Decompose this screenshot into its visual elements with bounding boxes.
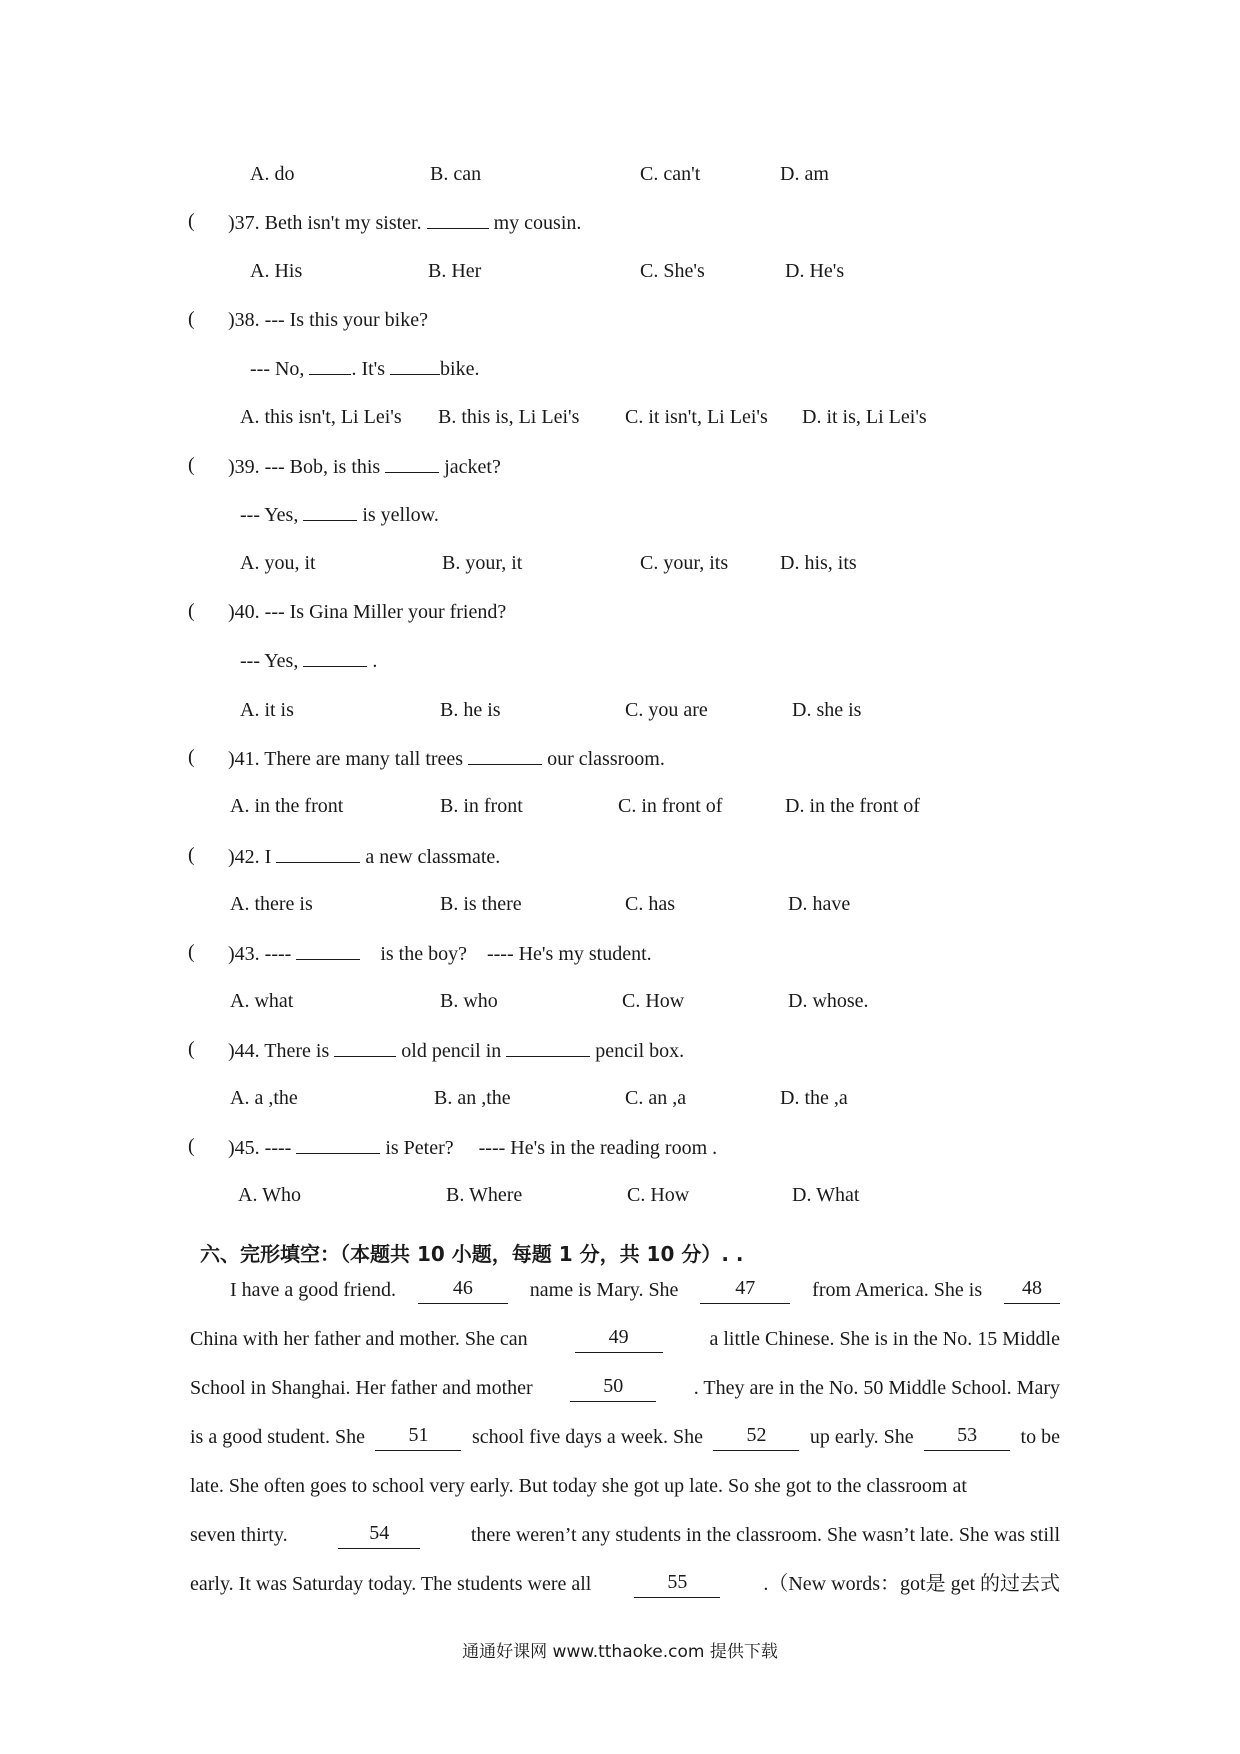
q39-blank-2 [303, 500, 357, 521]
q40-line2-b: . [372, 650, 378, 672]
q37-paren: ( [188, 210, 195, 232]
q38-line2-a: --- No, [250, 358, 305, 380]
q44-option-d: D. the ,a [780, 1087, 848, 1109]
blank-51: 51 [375, 1423, 461, 1451]
q44-stem-c: pencil box. [595, 1040, 685, 1062]
page-footer: 通通好课网 www.tthaoke.com 提供下载 [462, 1642, 778, 1662]
passage-l1-a: I have a good friend. [230, 1279, 397, 1301]
q43-option-c: C. How [622, 990, 685, 1012]
q40-paren: ( [188, 600, 195, 622]
q37-option-c: C. She's [640, 260, 705, 282]
q36-option-b: B. can [430, 163, 482, 185]
q38-blank-2 [390, 354, 440, 375]
passage-line-3 [190, 1374, 1060, 1402]
blank-50: 50 [570, 1374, 656, 1402]
q44-blank-1 [334, 1036, 396, 1057]
q43-option-b: B. who [440, 990, 498, 1012]
q45-stem-c: ---- He's in the reading room . [478, 1137, 718, 1159]
q39-option-b: B. your, it [442, 552, 523, 574]
passage-l7-b: .（New words：got是 get 的过去式 [763, 1573, 1060, 1595]
q44-paren: ( [188, 1038, 195, 1060]
q41-stem-a: )41. There are many tall trees [228, 748, 464, 770]
q40-option-c: C. you are [625, 699, 708, 721]
passage-l4-b: school five days a week. She [471, 1426, 703, 1448]
passage-l7-a: early. It was Saturday today. The students were all [190, 1573, 592, 1595]
q45-option-c: C. How [627, 1184, 690, 1206]
q44-blank-2 [506, 1036, 590, 1057]
q39-paren: ( [188, 454, 195, 476]
blank-54: 54 [338, 1521, 420, 1549]
q44-stem [228, 1036, 684, 1065]
q37-stem-b: my cousin. [493, 212, 582, 234]
q44-option-b: B. an ,the [434, 1087, 511, 1109]
q44-option-c: C. an ,a [625, 1087, 687, 1109]
passage-l4-c: up early. She [809, 1426, 914, 1448]
q38-stem: )38. --- Is this your bike? [228, 309, 428, 331]
q38-blank-1 [309, 354, 351, 375]
passage-line-1 [190, 1276, 1060, 1304]
q44-option-a: A. a ,the [230, 1087, 298, 1109]
q42-stem [228, 842, 500, 871]
q45-stem-b: is Peter? [385, 1137, 454, 1159]
q40-stem: )40. --- Is Gina Miller your friend? [228, 601, 507, 623]
passage-l6-a: seven thirty. [190, 1524, 288, 1546]
q38-option-c: C. it isn't, Li Lei's [625, 406, 768, 428]
q43-stem [228, 939, 652, 968]
q40-line2 [240, 646, 377, 675]
passage-l1-c: from America. She is [812, 1279, 983, 1301]
q39-stem-b: jacket? [444, 456, 501, 478]
q45-option-a: A. Who [238, 1184, 301, 1206]
q45-blank [296, 1133, 380, 1154]
q44-stem-a: )44. There is [228, 1040, 330, 1062]
q43-option-d: D. whose. [788, 990, 869, 1012]
q41-blank [468, 744, 542, 765]
q41-option-d: D. in the front of [785, 795, 920, 817]
q45-stem [228, 1133, 717, 1162]
q43-stem-c: ---- He's my student. [486, 943, 652, 965]
q43-stem-b: is the boy? [380, 943, 467, 965]
q43-option-a: A. what [230, 990, 294, 1012]
q36-option-c: C. can't [640, 163, 701, 185]
q38-option-d: D. it is, Li Lei's [802, 406, 927, 428]
passage-l3-b: . They are in the No. 50 Middle School. Mary [693, 1377, 1060, 1399]
passage-l2-a: China with her father and mother. She can [190, 1328, 528, 1350]
q42-option-d: D. have [788, 893, 851, 915]
q39-stem-a: )39. --- Bob, is this [228, 456, 381, 478]
q37-stem-a: )37. Beth isn't my sister. [228, 212, 422, 234]
q38-line2-b: . It's [351, 358, 386, 380]
passage-l6-b: there weren’t any students in the classroom. She wasn’t late. She was still [470, 1524, 1060, 1546]
q40-option-d: D. she is [792, 699, 862, 721]
blank-48: 48 [1004, 1276, 1060, 1304]
q40-option-a: A. it is [240, 699, 294, 721]
q36-option-a: A. do [250, 163, 295, 185]
q42-stem-a: )42. I [228, 846, 272, 868]
q38-option-a: A. this isn't, Li Lei's [240, 406, 402, 428]
q43-blank [296, 939, 360, 960]
blank-55: 55 [634, 1570, 720, 1598]
q39-line2-b: is yellow. [362, 504, 439, 526]
q41-paren: ( [188, 746, 195, 768]
passage-line-6 [190, 1521, 1060, 1549]
section-title: 六、完形填空：（本题共 10 小题，每题 1 分，共 10 分）. . [200, 1242, 744, 1266]
q42-option-b: B. is there [440, 893, 522, 915]
blank-46: 46 [418, 1276, 508, 1304]
passage-l4-d: to be [1020, 1426, 1060, 1448]
passage-l1-b: name is Mary. She [529, 1279, 679, 1301]
q38-line2-c: bike. [440, 358, 480, 380]
q41-option-c: C. in front of [618, 795, 723, 817]
q39-option-a: A. you, it [240, 552, 316, 574]
blank-49: 49 [575, 1325, 663, 1353]
q41-stem-b: our classroom. [547, 748, 665, 770]
blank-52: 52 [713, 1423, 799, 1451]
q45-option-d: D. What [792, 1184, 860, 1206]
q38-line2 [250, 354, 479, 383]
q39-line2 [240, 500, 439, 529]
q38-paren: ( [188, 308, 195, 330]
passage-line-7 [190, 1570, 1060, 1598]
q41-option-a: A. in the front [230, 795, 344, 817]
q40-option-b: B. he is [440, 699, 501, 721]
q45-stem-a: )45. ---- [228, 1137, 292, 1159]
q42-blank [276, 842, 360, 863]
q38-option-b: B. this is, Li Lei's [438, 406, 580, 428]
q40-blank [303, 646, 367, 667]
q43-paren: ( [188, 941, 195, 963]
q37-option-a: A. His [250, 260, 303, 282]
q37-option-b: B. Her [428, 260, 482, 282]
q43-stem-a: )43. ---- [228, 943, 292, 965]
q39-option-c: C. your, its [640, 552, 729, 574]
q41-stem [228, 744, 665, 773]
q45-option-b: B. Where [446, 1184, 523, 1206]
q42-stem-b: a new classmate. [365, 846, 501, 868]
q37-stem [228, 208, 581, 237]
q39-stem [228, 452, 501, 481]
passage-l2-b: a little Chinese. She is in the No. 15 Middle [709, 1328, 1060, 1350]
blank-47: 47 [700, 1276, 790, 1304]
q42-option-a: A. there is [230, 893, 313, 915]
q39-blank-1 [385, 452, 439, 473]
q39-option-d: D. his, its [780, 552, 857, 574]
blank-53: 53 [924, 1423, 1010, 1451]
passage-l3-a: School in Shanghai. Her father and mother [190, 1377, 533, 1399]
q45-paren: ( [188, 1135, 195, 1157]
passage-line-5: late. She often goes to school very early. But today she got up late. So she got to the classroom at [190, 1475, 967, 1497]
passage-line-4 [190, 1423, 1060, 1451]
q37-blank [427, 208, 489, 229]
q44-stem-b: old pencil in [401, 1040, 502, 1062]
q42-paren: ( [188, 844, 195, 866]
q41-option-b: B. in front [440, 795, 523, 817]
q39-line2-a: --- Yes, [240, 504, 299, 526]
passage-line-2 [190, 1325, 1060, 1353]
passage-l4-a: is a good student. She [190, 1426, 365, 1448]
q37-option-d: D. He's [785, 260, 845, 282]
q36-option-d: D. am [780, 163, 829, 185]
q40-line2-a: --- Yes, [240, 650, 299, 672]
q42-option-c: C. has [625, 893, 675, 915]
